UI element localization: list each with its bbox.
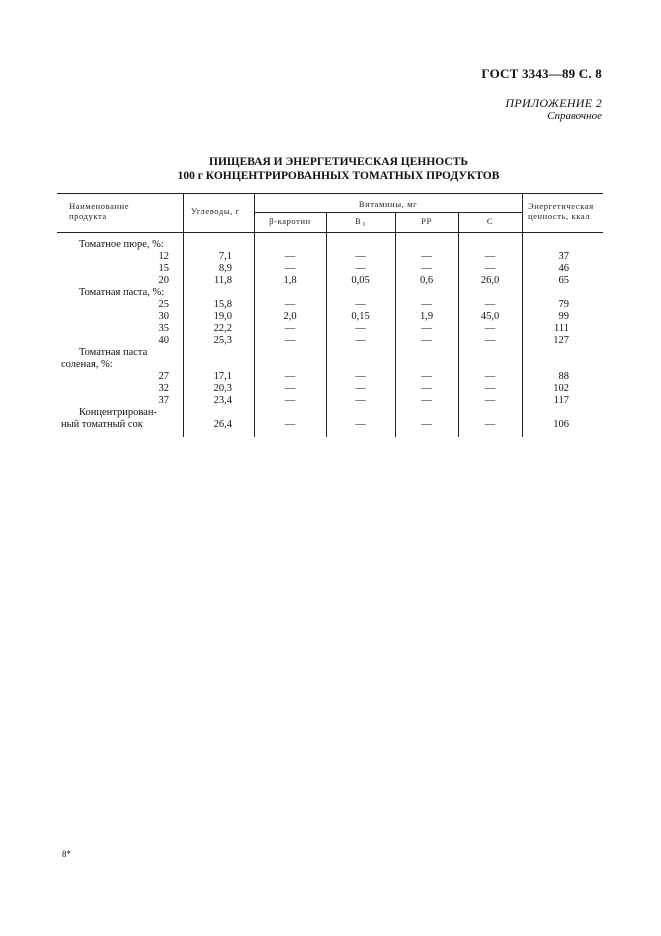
header-c: C	[486, 216, 494, 226]
cell-pp: —	[421, 371, 432, 382]
cell-pp: 1,9	[419, 311, 434, 322]
cell-name: 32	[158, 383, 169, 394]
cell-energy: 46	[558, 263, 569, 274]
cell-beta: —	[284, 299, 296, 310]
cell-c: —	[484, 371, 496, 382]
table-title-line2: 100 г КОНЦЕНТРИРОВАННЫХ ТОМАТНЫХ ПРОДУКТОВ	[177, 170, 500, 182]
appendix-note: Справочное	[547, 110, 602, 122]
cell-energy: 65	[558, 275, 569, 286]
cell-carbs: 8,9	[218, 263, 232, 274]
cell-c: 26,0	[480, 275, 500, 286]
cell-beta: —	[284, 335, 296, 346]
cell-carbs: 20,3	[213, 383, 232, 394]
cell-b1: 0,15	[351, 311, 370, 322]
header-b1-letter: B	[355, 216, 362, 226]
cell-pp: —	[421, 419, 432, 430]
header-vitamins: Витамины, мг	[358, 199, 418, 209]
group-label: ный томатный сок	[61, 419, 143, 430]
cell-c: —	[484, 419, 496, 430]
cell-name: 35	[158, 323, 169, 334]
cell-b1: —	[355, 251, 366, 262]
cell-c: —	[484, 395, 496, 406]
cell-pp: —	[421, 299, 432, 310]
group-label: соленая, %:	[61, 359, 113, 370]
cell-beta: —	[284, 395, 296, 406]
cell-c: —	[484, 263, 496, 274]
cell-name: 15	[158, 263, 169, 274]
cell-energy: 106	[553, 419, 569, 430]
cell-carbs: 26,4	[213, 419, 232, 430]
cell-c: —	[484, 383, 496, 394]
cell-name: 37	[158, 395, 169, 406]
document-code: ГОСТ 3343—89 С. 8	[481, 66, 602, 81]
cell-b1: 0,05	[351, 275, 370, 286]
cell-beta: —	[284, 419, 296, 430]
header-name-line1: Наименование	[69, 201, 130, 211]
cell-pp: —	[421, 323, 432, 334]
cell-energy: 127	[553, 335, 569, 346]
cell-carbs: 19,0	[213, 311, 232, 322]
page-mark: 8*	[62, 849, 71, 859]
header-energy-line1: Энергетическая	[528, 201, 594, 211]
cell-energy: 102	[553, 383, 569, 394]
table-title-line1: ПИЩЕВАЯ И ЭНЕРГЕТИЧЕСКАЯ ЦЕННОСТЬ	[209, 156, 468, 168]
cell-name: 30	[158, 311, 169, 322]
cell-energy: 37	[558, 251, 569, 262]
cell-pp: —	[421, 335, 432, 346]
cell-name: 20	[158, 275, 169, 286]
cell-energy: 88	[558, 371, 569, 382]
cell-name: 25	[158, 299, 169, 310]
cell-b1: —	[355, 371, 366, 382]
cell-beta: 2,0	[283, 311, 297, 322]
cell-name: 27	[158, 371, 169, 382]
cell-b1: —	[355, 395, 366, 406]
cell-energy: 111	[554, 323, 569, 334]
cell-c: —	[484, 251, 496, 262]
cell-energy: 117	[553, 395, 569, 406]
header-b1	[326, 216, 395, 228]
header-carbs: Углеводы, г	[191, 206, 240, 216]
cell-b1: —	[355, 419, 366, 430]
cell-b1: —	[355, 263, 366, 274]
cell-c: 45,0	[480, 311, 500, 322]
cell-b1: —	[355, 335, 366, 346]
header-energy-line2: ценность, ккал	[528, 211, 591, 221]
cell-pp: —	[421, 263, 432, 274]
cell-pp: —	[421, 251, 432, 262]
cell-b1: —	[355, 323, 366, 334]
header-name-line2: продукта	[69, 211, 107, 221]
group-label: Томатная паста	[79, 347, 148, 358]
cell-carbs: 11,8	[214, 275, 232, 286]
cell-carbs: 17,1	[213, 371, 232, 382]
cell-carbs: 22,2	[213, 323, 232, 334]
cell-carbs: 7,1	[218, 251, 232, 262]
group-label: Концентрирован-	[79, 407, 157, 418]
cell-beta: —	[284, 371, 296, 382]
cell-beta: —	[284, 263, 296, 274]
cell-b1: —	[355, 299, 366, 310]
group-label: Томатное пюре, %:	[79, 239, 164, 250]
cell-carbs: 23,4	[213, 395, 232, 406]
cell-name: 12	[158, 251, 169, 262]
cell-carbs: 25,3	[213, 335, 232, 346]
cell-beta: —	[284, 323, 296, 334]
cell-b1: —	[355, 383, 366, 394]
cell-beta: —	[284, 251, 296, 262]
cell-beta: —	[284, 383, 296, 394]
cell-pp: —	[421, 395, 432, 406]
cell-energy: 99	[558, 311, 569, 322]
cell-pp: 0,6	[419, 275, 434, 286]
appendix-label: ПРИЛОЖЕНИЕ 2	[505, 96, 602, 110]
group-label: Томатная паста, %:	[79, 287, 165, 298]
vitamins-sub-rule	[254, 212, 522, 213]
cell-carbs: 15,8	[213, 299, 232, 310]
header-pp: PP	[421, 216, 432, 226]
cell-energy: 79	[558, 299, 569, 310]
header-b1-subscript: 1	[362, 222, 366, 228]
cell-beta: 1,8	[283, 275, 297, 286]
header-beta-carotene: β-каротин	[269, 216, 311, 226]
cell-name: 40	[158, 335, 169, 346]
cell-pp: —	[421, 383, 432, 394]
cell-c: —	[484, 299, 496, 310]
cell-c: —	[484, 335, 496, 346]
cell-c: —	[484, 323, 496, 334]
